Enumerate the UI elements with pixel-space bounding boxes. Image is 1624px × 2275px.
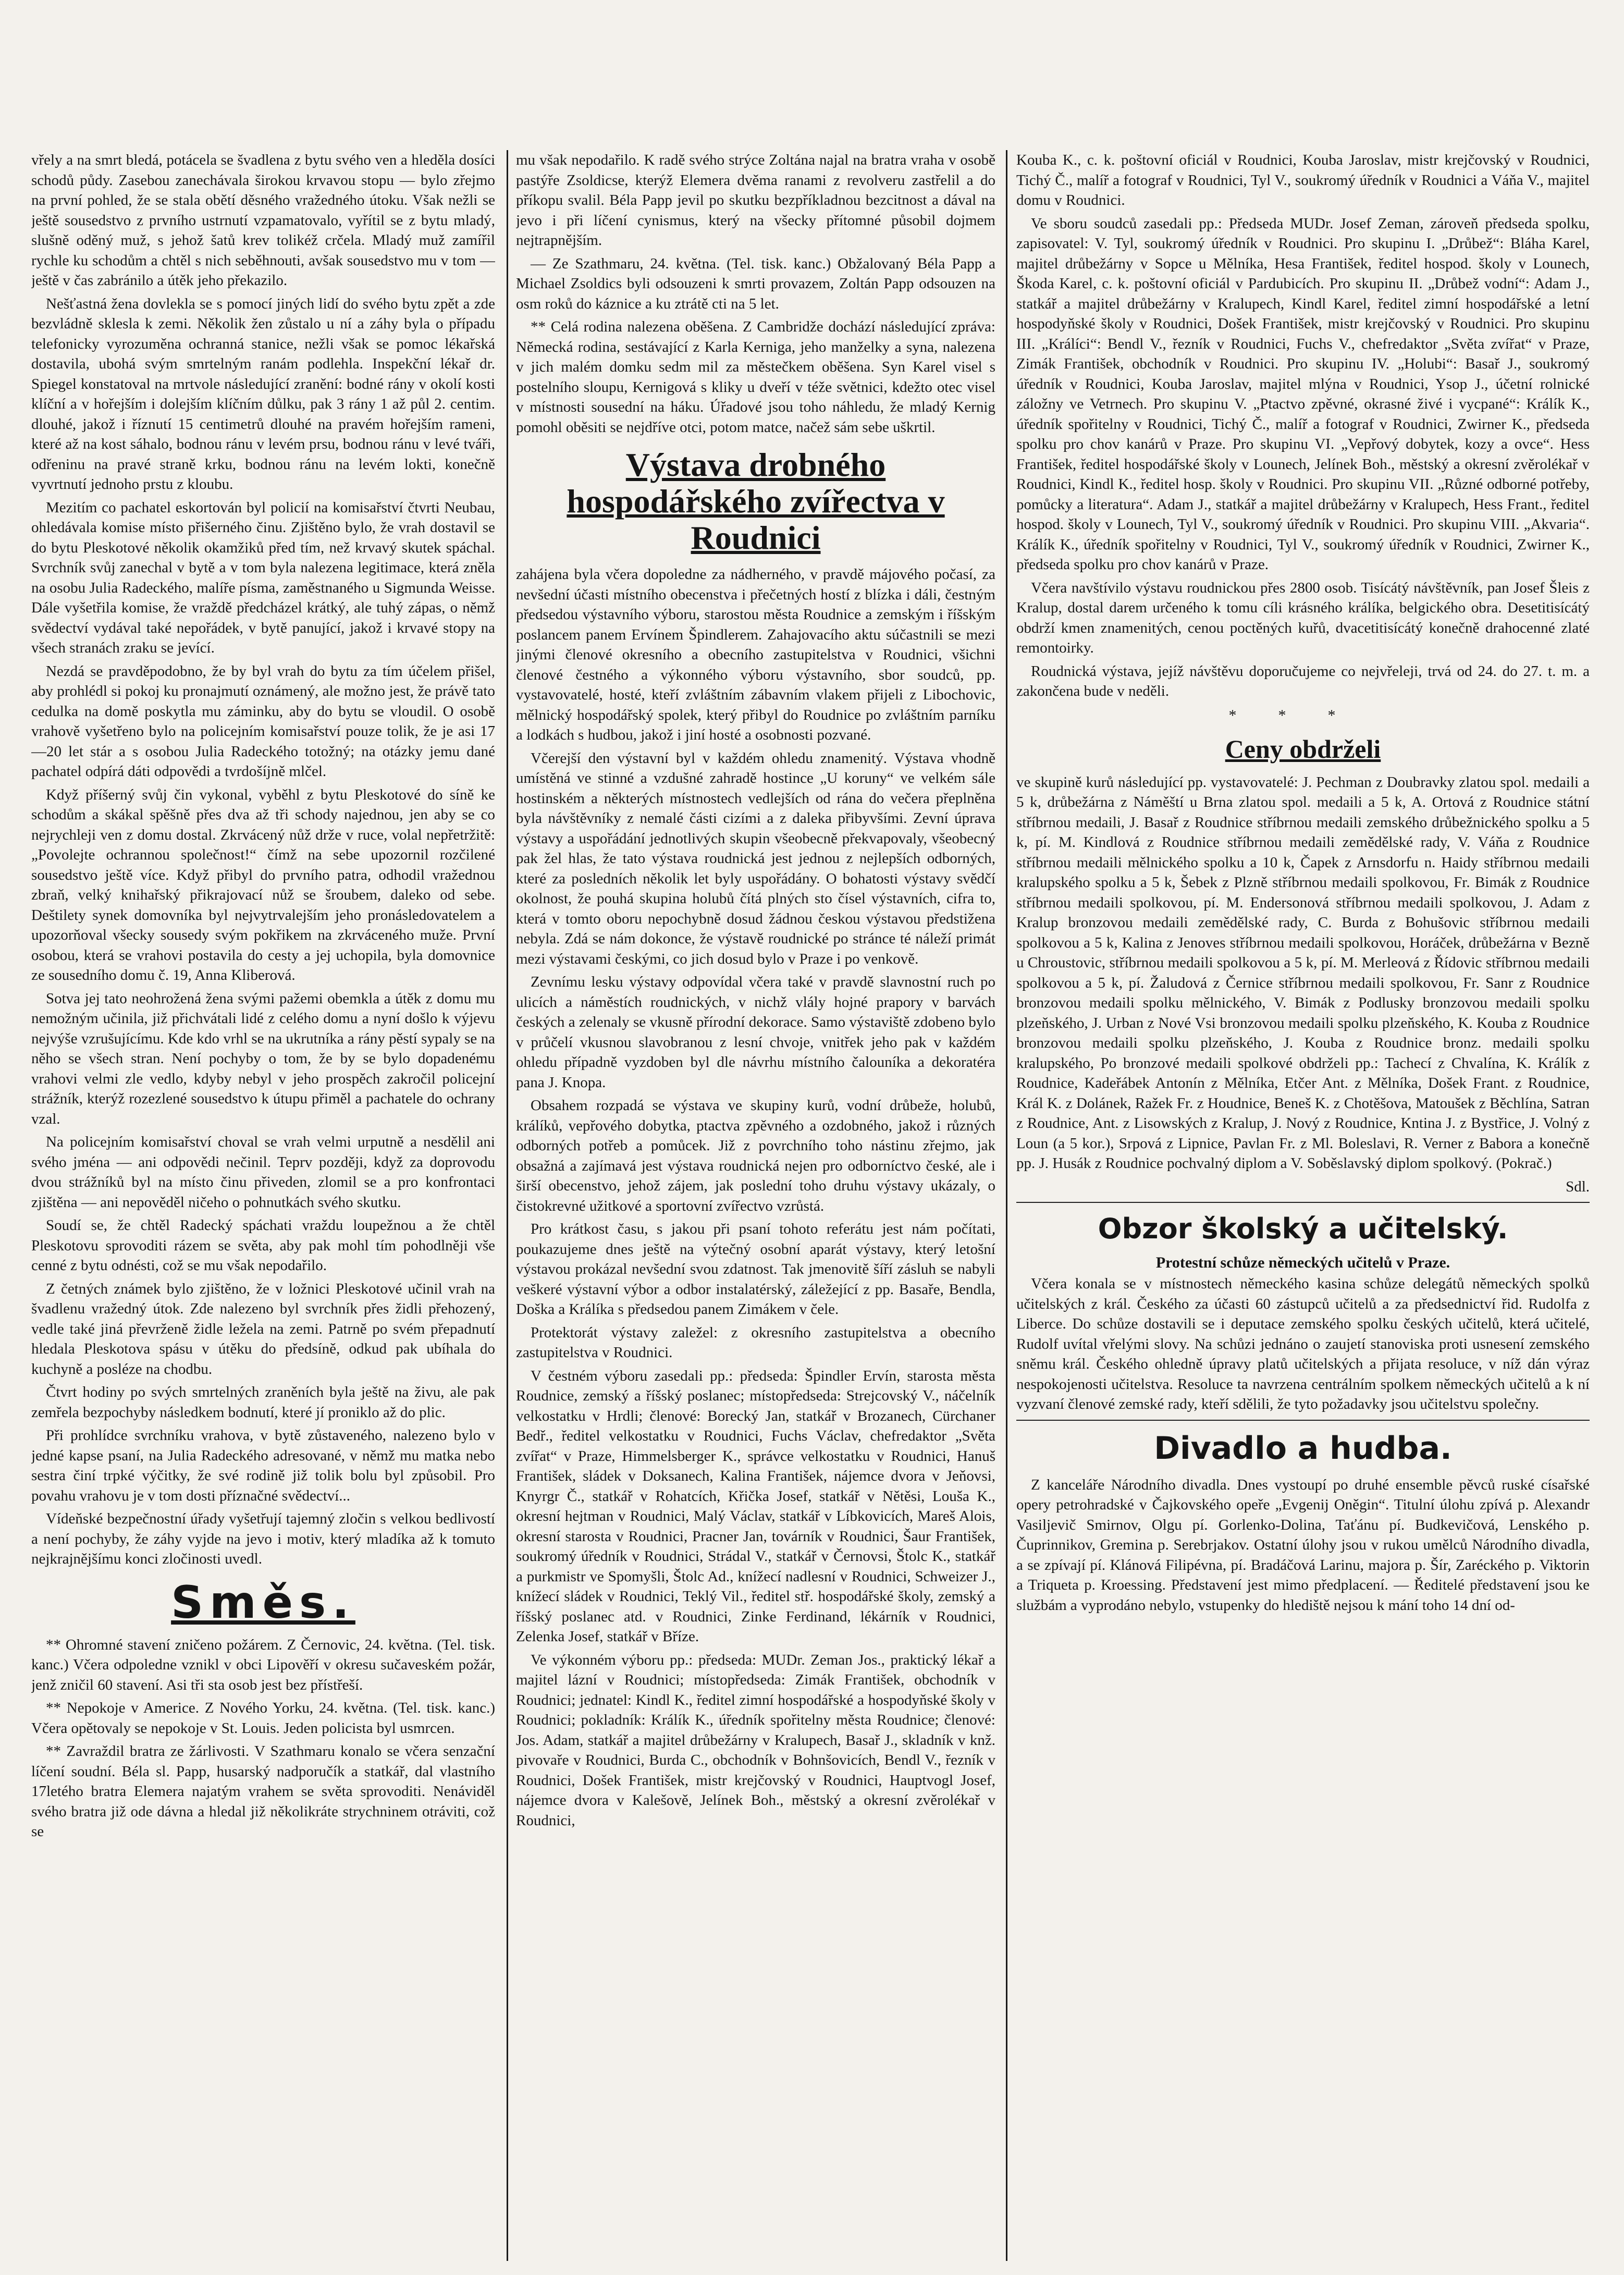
article-paragraph: Ve výkonném výboru pp.: předseda: MUDr. Zeman Jos., praktický lékař a majitel lázní v Roudnici; místopředseda: Zimák František, obchodník v Roudnici; jednatel: Kindl K., ředitel zimní hospodářské a hospodyňské školy v Roudnici; pokladník: Králík K., úředník spořitelny města Roudnice; členové: Jos. Adam, statkář a majitel drůbežárny v Kralupech, Basař J., skladník v knž. pivovaře v Roudnici, Burda C., obchodník v Bohnšovicích, Bendl V., řezník v Roudnici, Došek František, mistr krejčovský v Roudnici, Hauptvogl Josef, nájemce dvora v Kalešově, Jelínek Boh., městský a okresní zvěrolékař v Roudnici, (516, 1651, 995, 1829)
subheading: Protestní schůze německých učitelů v Praze. (1155, 1254, 1450, 1271)
article-paragraph: Při prohlídce svrchníku vrahova, v bytě zůstaveného, nalezeno bylo v jedné kapse psaní, na Julia Radeckého adresované, v němž mu matka nebo sestra činí trpké výčitky, že své rodině již tolik bolu byl způsobil. Pro povahu vrahovu je v tom dosti příznačné svědectví... (31, 1427, 495, 1504)
article-paragraph: Na policejním komisařství choval se vrah velmi urputně a nesdělil ani svého jména — ani odpovědi nečinil. Teprv později, když za doprovodu dvou strážníků byl na místo činu přiveden, zlomil se a pro konfrontaci zjištěna — ani nepověděl ničeho o pohnutkách svého skutku. (31, 1134, 495, 1211)
article-paragraph: Ve sboru soudců zasedali pp.: Předseda MUDr. Josef Zeman, zároveň předseda spolku, zapisovatel: V. Tyl, soukromý úředník v Roudnici. Pro skupinu I. „Drůbež“: Bláha Karel, majitel drůbežárny v Sopce u Mělníka, Hesa František, ředitel hospod. školy v Lounech, Škoda Karel, c. k. poštovní oficiál v Pardubicích. Pro skupinu II. „Drůbež vodní“: Adam J., statkář a majitel drůbežárny v Kralupech, Kindl Karel, ředitel zimní hospodářské a letní hospodyňské školy v Roudnici, Došek František, mistr krejčovský v Roudnici. Pro skupinu III. „Králíci“: Bendl V., řezník v Roudnici, Fuchs V., chefredaktor „Světa zvířat“ v Praze, Zimák František, obchodník v Roudnici. Pro skupinu IV. „Holubi“: Basař J., soukromý úředník v Roudnici, Kouba Jaroslav, majitel mlýna v Roudnici, Ysop J., účetní rolnické záložny ve Vetrnech. Pro skupinu V. „Ptactvo zpěvné, okrasné živé i vycpané“: Králík K., úředník spořitelny v Roudnici, Tichý Č., malíř a fotograf v Roudnici, Zwirner K., předseda spolku pro chov kanárů v Praze. Pro skupinu VI. „Vepřový dobytek, kozy a ovce“. Hess František, ředitel hospodářské školy v Lounech, Jelínek Boh., městský a okresní zvěrolékař v Roudnici, Kindl K., ředitel hosp. školy v Roudnici. Pro skupinu VII. „Různé odborné potřeby, pomůcky a literatura“. Adam J., statkář a majitel drůbežárny v Kralupech, Hess Frant., ředitel hospod. školy v Lounech, Tyl V., soukromý úředník v Roudnici. Pro skupinu VIII. „Akvaria“. Králík K., úředník spořitelny v Roudnici, Tyl V., soukromý úředník v Roudnici, Zwirner K., předseda spolku pro chov kanárů v Praze. (1016, 215, 1590, 573)
article-paragraph: Vídeňské bezpečnostní úřady vyšetřují tajemný zločin s velkou bedlivostí a není pochyby, že záhy vyjde na jevo i motiv, který mladíka až k tomuto nejkrajnějšímu konci zločinosti uvedl. (31, 1510, 495, 1567)
article-paragraph: Mezitím co pachatel eskortován byl policií na komisařství čtvrti Neubau, ohledávala komise místo přišerného činu. Zjištěno bylo, že vrah dostavil se do bytu Pleskotové několik okamžiků před tím, než krvavý skutek spáchal. Svrchník svůj zanechal v bytě a v tom byla nalezena legitimace, která zněla na osobu Julia Radeckého, malíře písma, zaměstnaného u Sigmunda Weisse. Dále vyšetřila komise, že vraždě předcházel krátký, ale tuhý zápas, o němž svědectví vydával také nepořádek, v bytě panující, jakož i krvavé stopy na všech stranách zraku se jevící. (31, 499, 495, 656)
article-paragraph: V čestném výboru zasedali pp.: předseda: Špindler Ervín, starosta města Roudnice, zemský a říšský poslanec; místopředseda: Strejcovský V., náčelník velkostatku v Hrdli; členové: Borecký Jan, statkář v Brozanech, Cürchaner Bedř., ředitel velkostatku v Roudnici, Fuchs Václav, chefredaktor „Světa zvířat“ v Praze, Himmelsberger K., správce velkostatku v Roudnici, Hanuš František, sládek v Doksanech, Kalina František, nájemce dvora v Jeňovsi, Knyrgr Č., statkář v Rohatcích, Křička Josef, statkář v Nětěsi, Louša K., okresní hejtman v Roudnici, Malý Václav, statkář v Líbkovicích, Mareš Alois, okresní starosta v Roudnici, Pracner Jan, továrník v Roudnici, Šaur František, soukromý úředník v Roudnici, Strádal V., statkář v Černovsi, Štolc K., statkář a purkmistr ve Spomyšli, Štolc Ad., knížecí nadlesní v Roudnici, Schweizer J., knížecí sládek v Roudnici, Teklý Vil., ředitel stř. hospodářské školy, zemský a říšský poslanec atd. v Roudnici, Zinke Ferdinand, lékárník v Roudnici, Zelenka Josef, statkář v Bříze. (516, 1367, 995, 1645)
article-headline-vystava: Výstava drobného hospodářského zvířectva v Roudnici (567, 446, 945, 556)
section-heading-ceny: Ceny obdrželi (1225, 734, 1381, 764)
article-paragraph: Z četných známek bylo zjištěno, že v ložnici Pleskotové učinil vrah na švadlenu vražedný útok. Zde nalezeno byl svrchník přes židli přehozený, vedle také jiná převrženě židle ležela na zemi. Patrně po svém přepadnutí hledala Pleskotova spásu v útěku do předsíně, odkud pak ubíhala do kuchyně a posléze na chodbu. (31, 1280, 495, 1378)
news-item: ** Zavraždil bratra ze žárlivosti. V Szathmaru konalo se včera senzační líčení soudní. Béla sl. Papp, husarský nadporučík a statkář, dal vlastního 17letého bratra Elemera najatým vrahem se světa sprovoditi. Nenáviděl svého bratra již ode dávna a hledal již několikráte strychninem otráviti, což se (31, 1743, 495, 1840)
article-paragraph: Soudí se, že chtěl Radecký spáchati vraždu loupežnou a že chtěl Pleskotovu sprovoditi rázem se světa, aby pak mohl tím pohodlněji vše cenné z bytu odnésti, což se mu však nepodařilo. (31, 1217, 495, 1274)
column-2 (516, 150, 995, 2261)
article-paragraph: Nešťastná žena dovlekla se s pomocí jiných lidí do svého bytu zpět a zde bezvládně sklesla k zemi. Několik žen zůstalo u ní a záhy byla o případu telefonicky vyrozuměna ochranná stanice, nežli však se pomoc lékařská dostavila, ubohá svým smrtelným ranám podlehla. Inspekční lékař dr. Spiegel konstatoval na mrtvole následující zranění: bodné rány v okolí kosti klíční a v hořejším i dolejším klíčním důlku, pak 3 rány 1 až půl 2. centim. dlouhé, jakož i říznutí 15 centimetrů dlouhé na pravém hořejším rameni, které až na kost sáhalo, bodnou ránu v levém prsu, bodnou ránu v levé tváři, odřeninu na pravé straně krku, bodnou ránu na levém lokti, konečně vyvrtnutí jednoho prstu z kloubu. (31, 295, 495, 493)
news-item: ** Nepokoje v Americe. Z Nového Yorku, 24. května. (Tel. tisk. kanc.) Včera opětovaly se nepokoje v St. Louis. Jeden policista byl usmrcen. (31, 1700, 495, 1737)
article-paragraph: Roudnická výstava, jejíž návštěvu doporučujeme co nejvřeleji, trvá od 24. do 27. t. m. a zakončena bude v neděli. (1016, 662, 1590, 699)
column-divider (507, 150, 508, 2261)
article-paragraph: Nezdá se pravděpodobno, že by byl vrah do bytu za tím účelem přišel, aby prohlédl si pokoj ku pronajmutí oznámený, ale možno jest, že právě tato cedulka na domě poskytla mu záminku, aby do bytu se vloudil. O osobě vrahově vyšetřeno bylo na policejním komisařství pouze tolik, že je asi 17—20 let stár a s osobou Julia Radeckého totožný; na otázky jemu dané pachatel odpírá dáti odpovědi a tvrdošíjně mlčel. (31, 662, 495, 780)
article-paragraph: Čtvrt hodiny po svých smrtelných zraněních byla ještě na živu, ale pak zemřela bezpochyby následkem bodnutí, které jí proniklo až do plic. (31, 1384, 495, 1421)
article-paragraph: Sotva jej tato neohrožená žena svými pažemi obemkla a útěk z domu mu nemožným učinila, již přichvátali lidé z celého domu a nyní došlo k výjevu nejvýše vzrušujícímu. Kde kdo vrhl se na ukrutníka a rány pěstí sypaly se na něho se všech stran. Není pochyby o tom, že by se bylo dopadenému vrahovi velmi zle vedlo, kdyby nebyl v jeho prospěch zakročil policejní strážník, kterýž rozezlené sousedstvo k útupu přiměl a pachatele do ochrany vzal. (31, 990, 495, 1127)
section-heading-smes: Směs. (171, 1576, 355, 1629)
article-paragraph: Z kanceláře Národního divadla. Dnes vystoupí po druhé ensemble pěvců ruské císařské opery petrohradské v Čajkovského opeře „Evgenij Oněgin“. Titulní úlohu zpívá p. Alexandr Vasiljevič Smirnov, Olgu pí. Gorlenko-Dolina, Taťánu pí. Budkevičová, Lenského p. Čuprinnikov, Gremina p. Serebrjakov. Ostatní úlohy jsou v rukou umělců Národního divadla, a se zpívají pí. Klánová Filipévna, pí. Bradáčová Larinu, majora p. Šír, Zaréckého p. Viktorin a Triqueta p. Kroessing. Představení jest mimo předplacení. — Ředitelé představení jsou ke službám a vyprodáno nebylo, vstupenky do hlediště nejsou k mání toho 14 dní od- (1016, 1476, 1590, 1614)
column-3 (1016, 150, 1590, 2261)
article-paragraph: Včerejší den výstavní byl v každém ohledu znamenitý. Výstava vhodně umístěná ve stinné a vzdušné zahradě hostince „U koruny“ ve velkém sále hostinském a některých místnostech vedlejších od rána do večera přeplněna byla návštěvníky z nemalé části cizími a z daleka přibyvšími. Zevní úprava výstavy a uspořádání jednotlivých skupin všeobecně překvapovaly, všeobecný pak žel hlas, že tato výstava roudnická jest jednou z nejlepších odborných, které za posledních několik let byly uspořádány. O bohatosti výstavy svědčí okolnost, že pouhá skupina holubů čítá plných sto čísel výstavních, cifra to, která v tomto oboru nepochybně dosud žádnou českou výstavou předstižena nebyla. Zdá se nám dokonce, že výstavě roudnické po stránce té náleží primát mezi výstavami českými, co jich dosud bylo v Praze i po venkově. (516, 749, 995, 967)
signature: Sdl. (1566, 1178, 1590, 1195)
article-paragraph: zahájena byla včera dopoledne za nádherného, v pravdě májového počasí, za nevšední účasti místního obecenstva i přečetných hostí z blízka i dáli, čestným předsedou výstavního výboru, starostou města Roudnice a zemským i říšským poslancem panem Ervínem Špindlerem. Zahajovacího aktu súčastnili se mezi jinými členové okresního a obecního zastupitelstva v Roudnici, všichni členové čestného a výkonného výboru výstavního, sbor soudců, pp. vystavovatelé, hosté, kteří zvláštním zábavním vlakem přijeli z Libochovic, mělnický hospodářský spolek, který přibyl do Roudnice po zvláštním parníku a lodkách s hudbou, jakož i jiní hosté a osobnosti pozvané. (516, 566, 995, 743)
column-1 (31, 150, 495, 2261)
column-divider (1006, 150, 1007, 2261)
article-paragraph: Když příšerný svůj čin vykonal, vyběhl z bytu Pleskotové do síně ke schodům a skákal spěšně přes dva až tři schody najednou, jen aby se co nejrychleji ven z domu dostal. Zkrvácený nůž drže v ruce, volal nepřetržitě: „Povolejte ochrannou společnost!“ čímž na sebe upozornil rozčilené sousedstvo ještě více. Když přibyl do prvního patra, odhodil vražednou zbraň, velký knihařský přikrajovací nůž se šroubem, daleko od sebe. Deštilety synek domovníka byl nejvytrvalejším jeho pronásledovatelem a upozorňoval všecky sousedy svým pokřikem na zkrváceného muže. První osobou, která se vrahovi postavila do cesty a jej uchopila, byla domovnice ze sousedního domu č. 19, Anna Kliberová. (31, 786, 495, 983)
news-item: ** Ohromné stavení zničeno požárem. Z Černovic, 24. května. (Tel. tisk. kanc.) Včera odpoledne vznikl v obci Lipověří v okresu sučaveském požár, jenž zničil 60 stavení. Asi tři sta osob jest bez přístřeší. (31, 1636, 495, 1693)
section-rule (1016, 1202, 1590, 1203)
article-paragraph: Včera konala se v místnostech německého kasina schůze delegátů německých spolků učitelských z král. Českého za účasti 60 zástupců učitelů a za předsednictví řid. Rudolfa z Liberce. Do schůze dostavili se i deputace zemského spolku českých učitelů, která učitelé, Rudolf uvítal vřelými slovy. Na schůzi jednáno o zaujetí stanoviska proti usnesení zemského sněmu král. Českého ohledně úpravy platů učitelských a přijata resoluce, v níž dán výraz nespokojenosti učitelstva. Resoluce ta navrzena centrálním spolkem německých učitelů a k ní vyzvaní členové zemské rady, kteří sdělili, že tyto požadavky jsou učitelstvu společny. (1016, 1275, 1590, 1412)
section-heading-obzor: Obzor školský a učitelský. (1098, 1212, 1508, 1245)
article-paragraph: Protektorát výstavy zaležel: z okresního zastupitelstva a obecního zastupitelstva v Roudnici. (516, 1324, 995, 1361)
article-paragraph: Pro krátkost času, s jakou při psaní tohoto referátu jest nám počítati, poukazujeme dnes ještě na výtečný osobní aparát výstavy, který letošní výstavou prokázal nevšední svou zdatnost. Tak jmenovitě šíří zásluh se nabyli veškeré výstavní výbor a odbor instalatérský, záležející z pp. Basaře, Bendla, Doška a Králíka s předsedou panem Zimákem v čele. (516, 1221, 995, 1318)
news-item: ** Celá rodina nalezena oběšena. Z Cambridže dochází následující zpráva: Německá rodina, sestávající z Karla Kerniga, jeho manželky a syna, nalezena v jich malém domku sedm mil za městečkem oběšena. Syn Karel visel s postelního sloupu, Kernigová s kliky u dveří v téže světnici, kdežto otec visel v místnosti sousední na háku. Úřadové jsou toho náhledu, že mladý Kernig pomohl oběsiti se nejdříve otci, potom matce, načež sám sebe uškrtil. (516, 318, 995, 436)
article-paragraph: ve skupině kurů následující pp. vystavovatelé: J. Pechman z Doubravky zlatou spol. medaili a 5 k, drůbežárna z Náměští u Brna zlatou spol. medaili a 5 k, A. Ortová z Roudnice státní stříbrnou medaili, J. Basař z Roudnice stříbrnou medaili zemského drůbežnického spolku a 5 k, pí. M. Kindlová z Roudnice stříbrnou medaili zemědělské rady, V. Váňa z Roudnice stříbrnou medaili mělnického spolku a 10 k, Čapek z Arnsdorfu n. Haidy stříbrnou medaili kralupského spolku a 5 k, Šebek z Plzně stříbrnou medaili spolkovou, Fr. Bimák z Roudnice stříbrnou medaili spolkovou, pí. M. Endersonová stříbrnou medaili spolkovou, J. Adam z Kralup bronzovou medaili zemědělské rady, C. Burda z Bohušovic stříbrnou medaili spolkovou a 5 k, Kalina z Jenoves stříbrnou medaili spolkovou, Horáček, drůbežárna v Bezně u Chroustovic, stříbrnou medaili spolkovou a 5 k, pí. M. Merleová z Řídovic stříbrnou medaili spolkovou a 5 k, pí. Žaludová z Černice stříbrnou medaili spolkovou, Fr. Sanr z Roudnice bronzovou medaili spolku mělnického, V. Bimák z Podlusky bronzovou medaili spolku plzeňského, J. Urban z Nové Vsi bronzovou medaili spolku plzeňského, K. Kouba z Roudnice bronzovou medaili spolku plzeňského, J. Kouba z Roudnice bronz. medaili spolku kralupského, Po bronzové medaili spolkové obdrželi pp.: Tachecí z Chvalína, K. Králík z Roudnice, Kadeřábek Antonín z Mělníka, Etčer Ant. z Mělníka, Došek Frant. z Roudnice, Král K. z Dolánek, Ražek Fr. z Houdnice, Beneš K. z Chotěšova, Matoušek z Běchlína, Satran z Roudnice, Ant. z Lisowských z Kralup, J. Nový z Roudnice, Kntina J. z Bystřice, J. Volný z Loun (a 5 kor.), Srpová z Lipnice, Pavlan Fr. z Ml. Boleslavi, R. Verner z Babora a konečně pp. J. Husák z Roudnice pochvalný diplom a V. Soběslavský diplom spolkový. (Pokrač.) (1016, 773, 1590, 1172)
ornament-stars: *** (1228, 706, 1377, 724)
article-paragraph: vřely a na smrt bledá, potácela se švadlena z bytu svého ven a hleděla dosíci schodů půdy. Zasebou zanechávala širokou krvavou stopu — bylo zřejmo na první pohled, že se stala obětí děsného vražedného útoku. Však nežli se ještě sousedstvo z prvního ustrnutí vzpamatovalo, vyřítil se z bytu mladý, slušně oděný muž, s jehož šatů krev tolikéž crčela. Mladý muž zamířil rychle ku schodům a chtěl s nich seběhnouti, avšak sousedstvo mu v tom — ještě v čas zabránilo a útěk jeho překazilo. (31, 152, 495, 289)
newspaper-page (31, 150, 1595, 2261)
article-paragraph: Kouba K., c. k. poštovní oficiál v Roudnici, Kouba Jaroslav, mistr krejčovský v Roudnici, Tichý Č., malíř a fotograf v Roudnici, Tyl V., soukromý úředník v Roudnici a Váňa V., majitel domu v Roudnici. (1016, 152, 1590, 208)
article-paragraph: Zevnímu lesku výstavy odpovídal včera také v pravdě slavnostní ruch po ulicích a náměstích roudnických, v nichž vlály hojné prapory v barvách českých a zelenaly se vkusně přírodní dekorace. Samo výstaviště zdobeno bylo v průčelí vkusnou slavobranou z lesní chvoje, vnitřek jeho pak v každém ohledu případně vyzdoben byl dle návrhu místního čalouníka a dekoratéra pana J. Knopa. (516, 974, 995, 1091)
article-paragraph: Včera navštívilo výstavu roudnickou přes 2800 osob. Tisícátý návštěvník, pan Josef Šleis z Kralup, dostal darem určeného k tomu cíli krásného králíka, belgického obra. Desetitisícátý obdrží kmen znamenitých, cenou poctěných kuřů, dvacetitisícátý konečně drahocenné zlaté remontoirky. (1016, 579, 1590, 656)
section-heading-divadlo: Divadlo a hudba. (1154, 1430, 1452, 1467)
section-rule (1016, 1420, 1590, 1421)
news-item: — Ze Szathmaru, 24. května. (Tel. tisk. kanc.) Obžalovaný Béla Papp a Michael Zsoldics byli odsouzeni k smrti provazem, Zoltán Papp odsouzen na osm roků do káznice a ku ztrátě cti na 5 let. (516, 255, 995, 312)
article-paragraph: mu však nepodařilo. K radě svého strýce Zoltána najal na bratra vraha v osobě pastýře Zsoldicse, kterýž Elemera dvěma ranami z revolveru zastřelil a do příkopu svalil. Béla Papp jevil po skutku bezpříkladnou bezcitnost a dával na jevo i při líčení cynismus, který na všecky přítomné působil dojmem nejtrapnějším. (516, 152, 995, 249)
article-paragraph: Obsahem rozpadá se výstava ve skupiny kurů, vodní drůbeže, holubů, králíků, vepřového dobytka, ptactva zpěvného a ozdobného, jakož i různých odborných potřeb a pomůcek. Již z povrchního toho nástinu zřejmo, jak obsažná a zajímavá jest výstava roudnická nejen pro odborníctvo české, ale i širší obecenstvo, jehož zájem, jak poslední toho druhu výstavy ukázaly, o čistokrevné užitkové a sportovní zvířectvo vzrůstá. (516, 1097, 995, 1214)
